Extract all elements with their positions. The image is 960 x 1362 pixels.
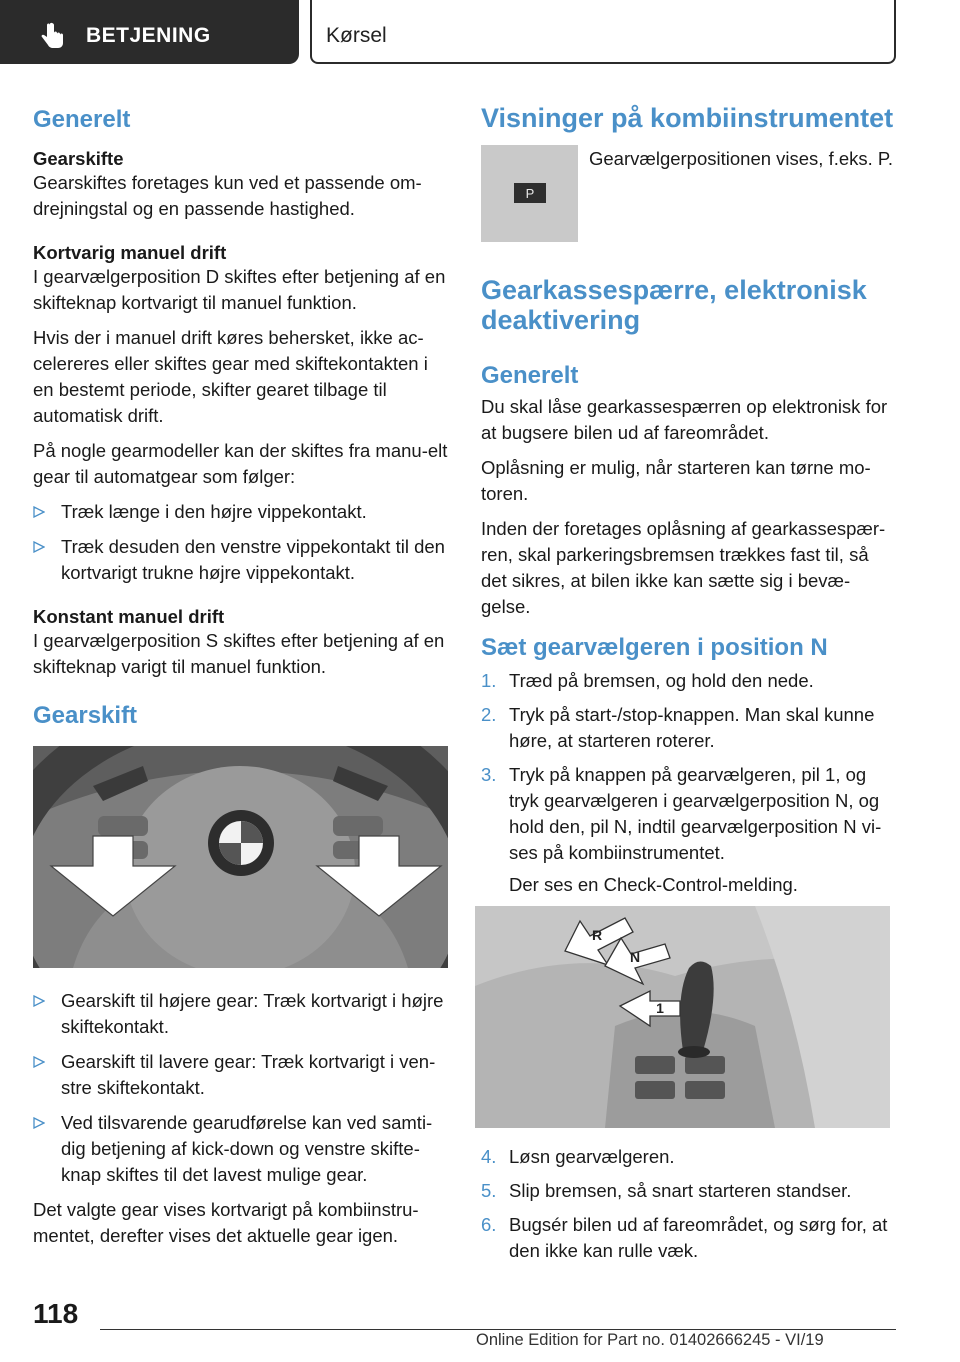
heading-gearskift: Gearskift <box>33 702 138 729</box>
triangle-bullet-icon <box>33 1117 45 1129</box>
list-item: Gearskift til højere gear: Træk kortvarigt i højre skiftekontakt. <box>33 988 448 1040</box>
subheading-konstant: Konstant manuel drift <box>33 606 225 627</box>
list-item: Ved tilsvarende gearudførelse kan ved samti-dig betjening af kick-down og venstre skifte-knap skiftes til det lavest mulige gear. <box>33 1110 448 1188</box>
gear-p-display-icon <box>481 145 578 242</box>
paragraph: Det valgte gear vises kortvarigt på kombiinstru-mentet, derefter vises det aktuelle gear igen. <box>33 1199 419 1246</box>
heading-saet-n: Sæt gearvælgeren i position N <box>481 633 828 661</box>
paragraph: Gearskiftes foretages kun ved et passende om-drejningstal og en passende hastighed. <box>33 172 422 219</box>
chapter-label: Kørsel <box>326 24 387 47</box>
paragraph: I gearvælgerposition D skiftes efter betjening af en skifteknap kortvarigt til manuel funktion. <box>33 266 446 313</box>
chapter-box <box>310 0 896 64</box>
hand-icon <box>38 22 66 50</box>
footer-rule <box>100 1329 896 1330</box>
triangle-bullet-icon <box>33 541 45 553</box>
heading-generelt-right: Generelt <box>481 361 579 389</box>
edition-text: Online Edition for Part no. 01402666245 - VI/19 <box>476 1331 824 1349</box>
steps-list-a <box>481 668 896 898</box>
list-item: Træk længe i den højre vippekontakt. <box>33 499 448 525</box>
paragraph: På nogle gearmodeller kan der skiftes fra manu-elt gear til automatgear som følger: <box>33 440 448 487</box>
heading-gearkassespaerre: Gearkassespærre, elektronisk deaktivering <box>481 275 867 336</box>
arrow-label-1: 1 <box>656 999 664 1016</box>
triangle-bullet-icon <box>33 995 45 1007</box>
section-label: BETJENING <box>86 24 211 47</box>
triangle-bullet-icon <box>33 506 45 518</box>
kombi-display-row <box>481 145 896 255</box>
arrow-label-n: N <box>629 948 641 965</box>
list-item: 5. Slip bremsen, så snart starteren standser. <box>481 1179 852 1201</box>
list-item: 4. Løsn gearvælgeren. <box>481 1145 675 1167</box>
list-item: Gearskift til lavere gear: Træk kortvarigt i ven-stre skiftekontakt. <box>33 1049 448 1101</box>
paragraph: Inden der foretages oplåsning af gearkassespær-ren, skal parkeringsbremsen trækkes fast til, så det sikres, at bilen ikke kan sætte sig i bevæ-gelse. <box>481 517 886 617</box>
triangle-bullet-icon <box>33 1056 45 1068</box>
paragraph: Oplåsning er mulig, når starteren kan tørne mo-toren. <box>481 456 871 504</box>
bullet-list-kortvarig <box>33 499 448 586</box>
gear-selector-illustration <box>475 906 890 1128</box>
list-item: 3. Tryk på knappen på gearvælgeren, pil 1, og tryk gearvælgeren i gearvælgerposition N, og hold den, pil N, indtil gearvælgerposition N vi-ses på kombiinstrumentet. Der ses en Check-Control-melding. <box>481 763 882 895</box>
gear-p-label: P <box>525 186 535 202</box>
section-tab <box>0 0 299 64</box>
right-column <box>481 96 896 1272</box>
list-item: Træk desuden den venstre vippekontakt til den kortvarigt trukne højre vippekontakt. <box>33 534 448 586</box>
list-item: 2. Tryk på start-/stop-knappen. Man skal kunne høre, at starteren roterer. <box>481 703 875 751</box>
left-column <box>33 96 448 1258</box>
paragraph: I gearvælgerposition S skiftes efter betjening af en skifteknap varigt til manuel funktion. <box>33 630 445 677</box>
subheading-kortvarig: Kortvarig manuel drift <box>33 242 227 263</box>
paragraph: Hvis der i manuel drift køres behersket, ikke ac-celereres eller skiftes gear med skiftekontakten i en bestemt periode, skifter gearet tilbage til automatisk drift. <box>33 327 428 426</box>
list-item: 1. Træd på bremsen, og hold den nede. <box>481 669 814 691</box>
steps-list-b <box>481 1144 896 1264</box>
kombi-text: Gearvælgerpositionen vises, f.eks. P. <box>589 148 894 170</box>
bullet-list-gearskift <box>33 988 448 1188</box>
heading-generelt: Generelt <box>33 106 131 133</box>
steering-wheel-illustration <box>33 746 448 968</box>
arrow-label-r: R <box>591 926 603 943</box>
page-number: 118 <box>33 1298 79 1329</box>
subheading-gearskifte: Gearskifte <box>33 148 124 169</box>
heading-visninger: Visninger på kombiinstrumentet <box>481 103 894 133</box>
list-item: 6. Bugsér bilen ud af fareområdet, og sørg for, at den ikke kan rulle væk. <box>481 1213 888 1261</box>
paragraph: Du skal låse gearkassespærren op elektronisk for at bugsere bilen ud af fareområdet. <box>481 395 888 443</box>
